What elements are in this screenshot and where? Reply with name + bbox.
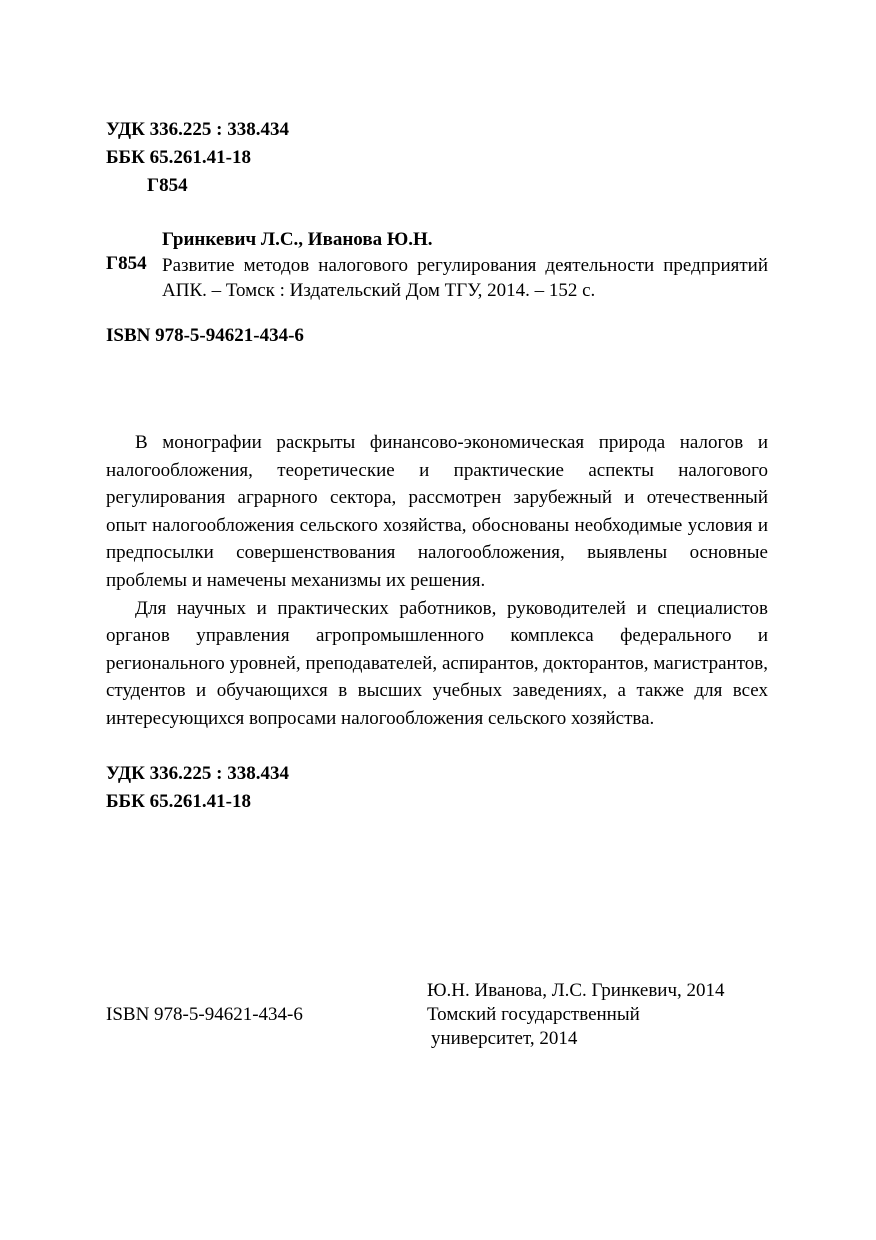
abstract — [106, 429, 768, 733]
copyright-org-year: университет, 2014 — [431, 1028, 578, 1049]
abstract-paragraph: В монографии раскрыты финансово-экономическая природа налогов и налогообложения, теоретические и практические аспекты налогового регулирования аграрного сектора, рассмотрен зарубежный и отечественный опыт налогообложения сельского хозяйства, обоснованы необходимые условия и предпосылки совершенствования налогообложения, выявлены основные проблемы и намечены механизмы их решения. — [106, 432, 768, 591]
isbn-imprint: ISBN 978-5-94621-434-6 — [106, 1004, 303, 1025]
copyright-authors: Ю.Н. Иванова, Л.С. Гринкевич, 2014 — [427, 980, 725, 1001]
catalog-authors: Гринкевич Л.С., Иванова Ю.Н. — [162, 229, 433, 250]
catalog-description: Развитие методов налогового регулирования деятельности предприятий АПК. – Томск : Издательский Дом ТГУ, 2014. – 152 с. — [162, 255, 768, 301]
author-code: Г854 — [147, 175, 188, 196]
bbk-code: ББК 65.261.41-18 — [106, 147, 251, 168]
copyright-org: Томский государственный — [427, 1004, 640, 1025]
catalog-code: Г854 — [106, 253, 147, 274]
udk-code-bottom: УДК 336.225 : 338.434 — [106, 763, 289, 784]
audience-paragraph: Для научных и практических работников, руководителей и специалистов органов управления агропромышленного комплекса федерального и регионального уровней, преподавателей, аспирантов, докторантов, магистрантов, студентов и обучающихся в высших учебных заведениях, а также для всех интересующихся вопросами налогообложения сельского хозяйства. — [106, 597, 768, 729]
bbk-code-bottom: ББК 65.261.41-18 — [106, 791, 251, 812]
udk-code: УДК 336.225 : 338.434 — [106, 119, 289, 140]
isbn-heading: ISBN 978-5-94621-434-6 — [106, 325, 304, 346]
